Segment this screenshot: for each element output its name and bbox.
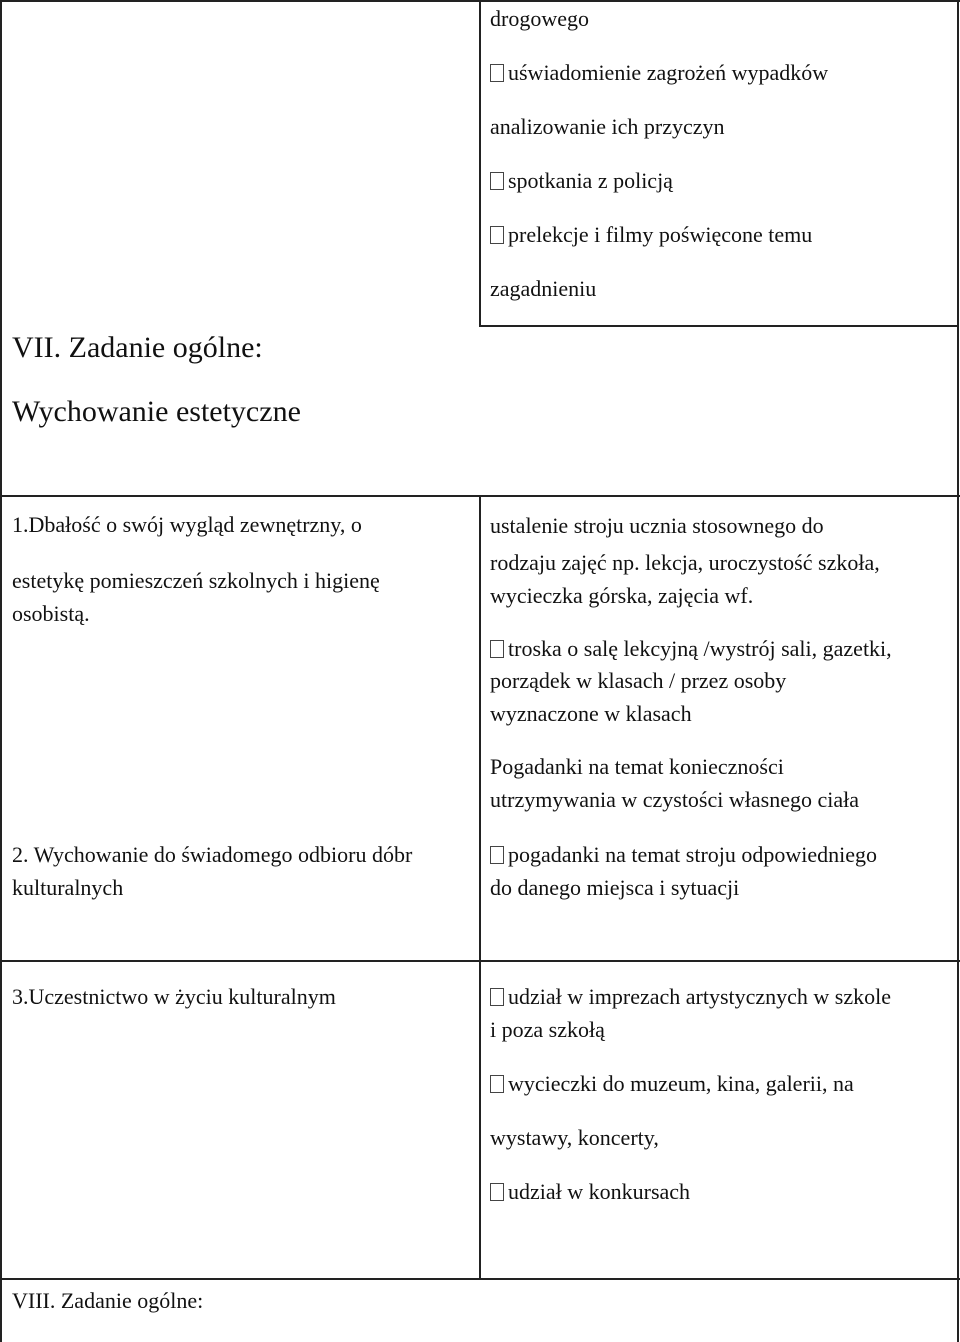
row1-left-line-2: estetykę pomieszczeń szkolnych i higienę [12, 568, 380, 593]
row1-right-line-5: porządek w klasach / przez osoby [490, 668, 787, 693]
row1-right-line-8: utrzymywania w czystości własnego ciała [490, 787, 859, 812]
row1-right-line-2: rodzaju zajęć np. lekcja, uroczystość szkoła, [490, 550, 880, 575]
table-border-right [957, 0, 959, 1342]
top-right-line-1: drogowego [490, 6, 589, 31]
bullet-box-icon [490, 1075, 504, 1093]
row1-right-line-4-text: troska o salę lekcyjną /wystrój sali, gazetki, [508, 636, 892, 661]
row3-right-line-3-text: wycieczki do muzeum, kina, galerii, na [508, 1071, 854, 1096]
row2-left-line-1: 2. Wychowanie do świadomego odbioru dóbr [12, 842, 413, 867]
top-right-line-5-text: prelekcje i filmy poświęcone temu [508, 222, 813, 247]
row3-right-line-1-text: udział w imprezach artystycznych w szkole [508, 984, 892, 1009]
row1-right-line-1: ustalenie stroju ucznia stosownego do [490, 513, 824, 538]
top-right-line-4-text: spotkania z policją [508, 168, 673, 193]
row3-left: 3.Uczestnictwo w życiu kulturalnym [12, 984, 336, 1009]
row-divider-1 [480, 325, 958, 327]
top-right-line-2 [490, 62, 828, 84]
top-right-line-3: analizowanie ich przyczyn [490, 114, 725, 139]
row2-right-line-2: do danego miejsca i sytuacji [490, 875, 740, 900]
row1-right-line-3: wycieczka górska, zajęcia wf. [490, 583, 754, 608]
row1-left-line-3: osobistą. [12, 601, 90, 626]
bullet-box-icon [490, 226, 504, 244]
bullet-box-icon [490, 64, 504, 82]
section-7-subtitle: Wychowanie estetyczne [12, 395, 301, 428]
row3-right-line-2: i poza szkołą [490, 1017, 605, 1042]
row-divider-3 [0, 960, 960, 962]
bullet-box-icon [490, 988, 504, 1006]
table-border-left [0, 0, 2, 1342]
bullet-box-icon [490, 640, 504, 658]
row2-right-line-1-text: pogadanki na temat stroju odpowiedniego [508, 842, 878, 867]
column-divider-top [479, 0, 481, 327]
row-divider-4 [0, 1278, 960, 1280]
bullet-box-icon [490, 1183, 504, 1201]
top-right-line-5 [490, 224, 812, 246]
row3-right-line-3 [490, 1073, 854, 1095]
row3-right-line-5-text: udział w konkursach [508, 1179, 691, 1204]
row3-right-line-4: wystawy, koncerty, [490, 1125, 659, 1150]
row2-left-line-2: kulturalnych [12, 875, 124, 900]
bullet-box-icon [490, 846, 504, 864]
row1-right-line-6: wyznaczone w klasach [490, 701, 692, 726]
row1-right-line-4 [490, 638, 892, 660]
top-right-line-4 [490, 170, 673, 192]
row1-left-line-1: 1.Dbałość o swój wygląd zewnętrzny, o [12, 512, 362, 537]
column-divider-middle [479, 495, 481, 1280]
top-right-line-2-text: uświadomienie zagrożeń wypadków [508, 60, 829, 85]
section-8-title: VIII. Zadanie ogólne: [12, 1288, 204, 1313]
section-7-title: VII. Zadanie ogólne: [12, 331, 263, 364]
bullet-box-icon [490, 172, 504, 190]
row2-right-line-1 [490, 844, 877, 866]
row1-right-line-7: Pogadanki na temat konieczności [490, 754, 784, 779]
top-right-line-6: zagadnieniu [490, 276, 597, 301]
row3-right-line-5 [490, 1181, 690, 1203]
row3-right-line-1 [490, 986, 891, 1008]
